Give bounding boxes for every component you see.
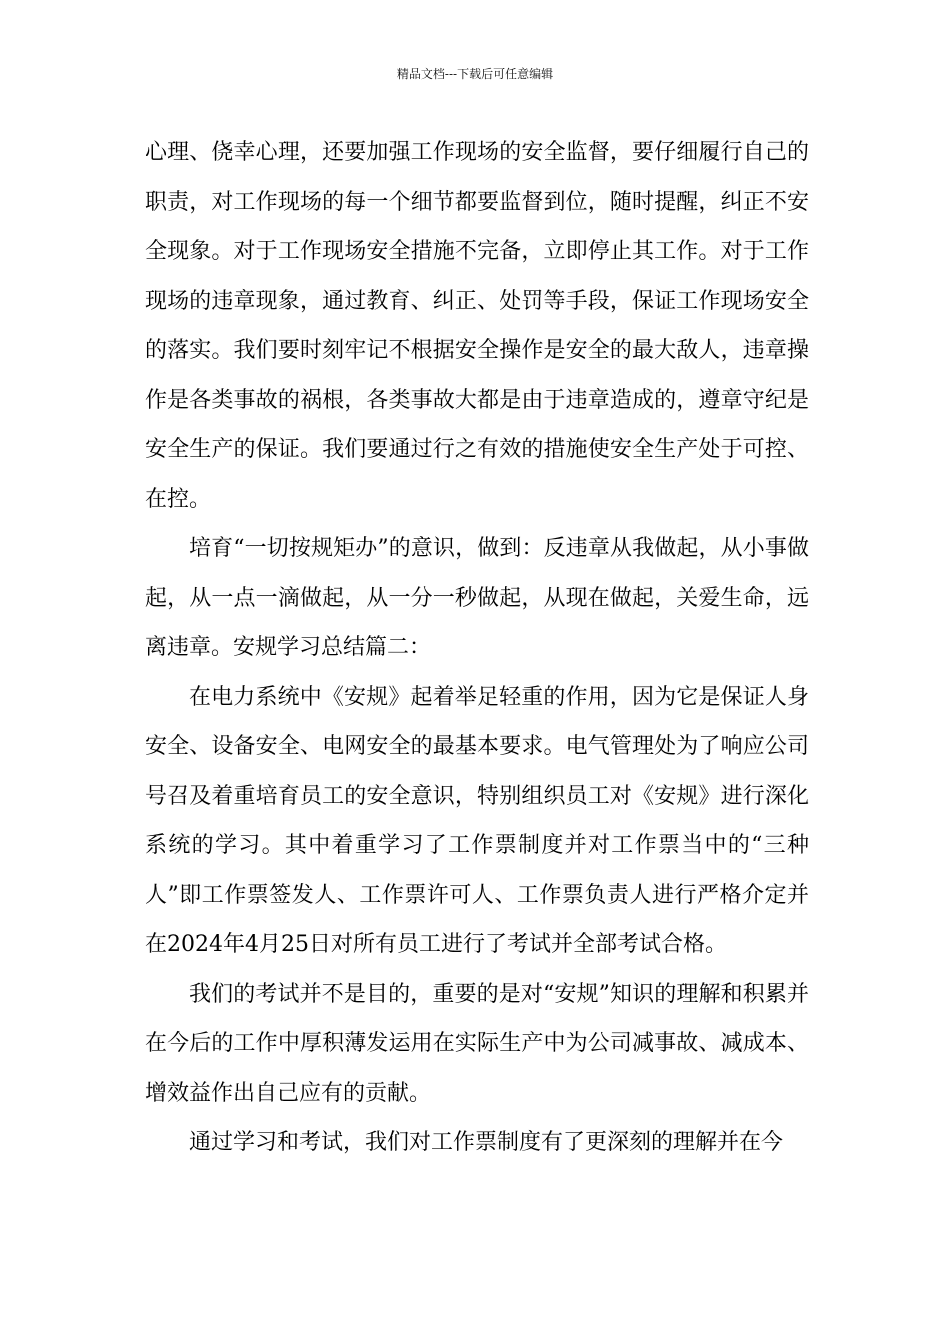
page-header: 精品文档---下载后可任意编辑 [396, 67, 554, 81]
paragraph: 通过学习和考试，我们对工作票制度有了更深刻的理解并在今 [189, 1130, 784, 1155]
paragraph-continuation: 心理、侥幸心理，还要加强工作现场的安全监督，要仔细履行自己的职责，对工作现场的每一个细节都要监督到位，随时提醒，纠正不安全现象。对于工作现场安全措施不完备，立即停止其工作。对于工作现场的违章现象，通过教育、纠正、处罚等手段，保证工作现场安全的落实。我们要时刻牢记不根据安全操作是安全的最大敌人，违章操作是各类事故的祸根，各类事故大都是由于违章造成的，遵章守纪是安全生产的保证。我们要通过行之有效的措施使安全生产处于可控、在控。 [145, 140, 809, 512]
paragraph: 培育“一切按规矩办”的意识，做到：反违章从我做起，从小事做起，从一点一滴做起，从一分一秒做起，从现在做起，关爱生命，远离违章。安规学习总结篇二： [145, 536, 809, 660]
document-body [145, 128, 809, 1168]
paragraph: 我们的考试并不是目的，重要的是对“安规”知识的理解和积累并在今后的工作中厚积薄发运用在实际生产中为公司减事故、减成本、增效益作出自己应有的贡献。 [145, 981, 809, 1106]
paragraph: 在电力系统中《安规》起着举足轻重的作用，因为它是保证人身安全、设备安全、电网安全的最基本要求。电气管理处为了响应公司号召及着重培育员工的安全意识，特别组织员工对《安规》进行深化系统的学习。其中着重学习了工作票制度并对工作票当中的“三种人”即工作票签发人、工作票许可人、工作票负责人进行严格介定并在2024年4月25日对所有员工进行了考试并全部考试合格。 [145, 684, 809, 957]
